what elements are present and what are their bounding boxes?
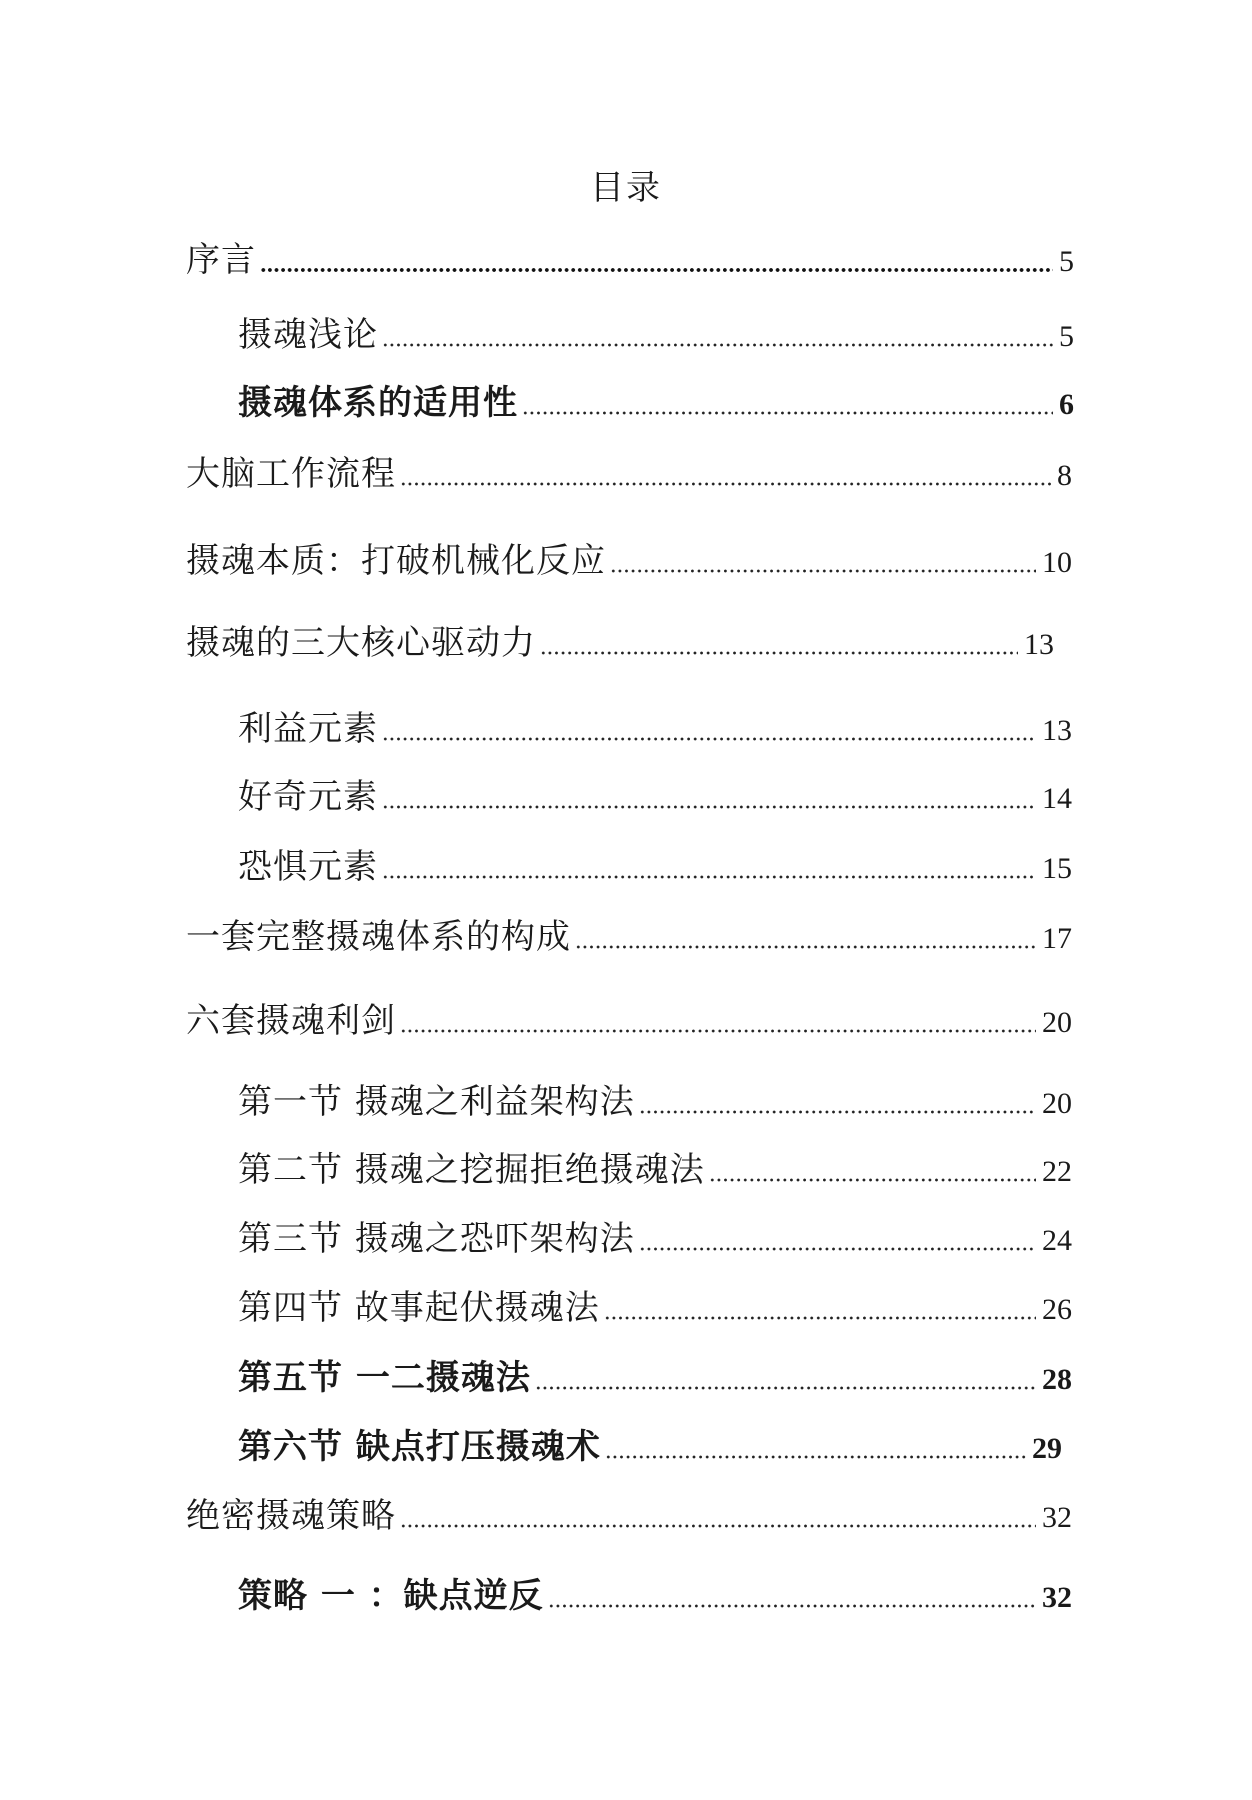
dot-leader [382,342,1053,348]
toc-entry-label: 大脑工作流程 [186,454,396,494]
toc-entry-page: 32 [1042,1581,1072,1614]
toc-entry-label: 策略 一 ：缺点逆反 [238,1576,544,1616]
dot-leader [639,1246,1036,1252]
toc-entry-page: 28 [1042,1363,1072,1396]
dot-leader [610,568,1036,574]
toc-entry-label: 摄魂体系的适用性 [238,383,518,423]
dot-leader [522,410,1053,416]
toc-entry[interactable] [238,1286,1072,1330]
toc-entry[interactable] [186,238,1074,282]
toc-entry-page: 5 [1059,245,1074,278]
toc-entry-page: 6 [1059,388,1074,421]
toc-entry[interactable] [186,452,1072,496]
toc-entry-page: 15 [1042,852,1072,885]
toc-entry[interactable] [238,707,1072,751]
toc-entry[interactable] [238,1217,1072,1261]
toc-entry-page: 10 [1042,546,1072,579]
toc-entry-label: 序言 [186,240,256,280]
toc-entry[interactable] [186,621,1054,665]
dot-leader [260,267,1053,273]
toc-entry[interactable] [186,999,1072,1043]
toc-entry-page: 14 [1042,782,1072,815]
dot-leader [382,736,1036,742]
toc-entry-label: 第四节 故事起伏摄魂法 [238,1288,600,1328]
toc-entry-label: 好奇元素 [238,777,378,817]
toc-entry-label: 绝密摄魂策略 [186,1496,396,1536]
toc-entry-page: 20 [1042,1087,1072,1120]
dot-leader [604,1315,1036,1321]
toc-entry[interactable] [186,915,1072,959]
toc-entry[interactable] [238,1148,1072,1192]
toc-entry-label: 第六节 缺点打压摄魂术 [238,1427,601,1467]
dot-leader [639,1109,1036,1115]
toc-entry[interactable] [238,775,1072,819]
toc-entry[interactable] [238,1356,1072,1400]
dot-leader [535,1385,1036,1391]
dot-leader [382,804,1036,810]
dot-leader [400,1028,1036,1034]
toc-entry-page: 26 [1042,1293,1072,1326]
toc-entry[interactable] [238,381,1074,425]
toc-entry-label: 第三节 摄魂之恐吓架构法 [238,1219,635,1259]
dot-leader [605,1454,1026,1460]
dot-leader [400,481,1051,487]
dot-leader [548,1603,1036,1609]
toc-entry-page: 13 [1042,714,1072,747]
toc-entry-page: 24 [1042,1224,1072,1257]
toc-entry-label: 第二节 摄魂之挖掘拒绝摄魂法 [238,1150,705,1190]
toc-entry-label: 利益元素 [238,709,378,749]
toc-entry-label: 一套完整摄魂体系的构成 [186,917,571,957]
toc-entry[interactable] [238,313,1074,357]
toc-entry-label: 第五节 一二摄魂法 [238,1358,531,1398]
toc-entry-label: 摄魂浅论 [238,315,378,355]
toc-entry-label: 摄魂本质：打破机械化反应 [186,541,606,581]
toc-entry[interactable] [238,1425,1062,1469]
dot-leader [540,650,1018,656]
toc-entry[interactable] [186,539,1072,583]
dot-leader [400,1523,1036,1529]
toc-entry-label: 摄魂的三大核心驱动力 [186,623,536,663]
dot-leader [709,1177,1036,1183]
toc-entry-page: 8 [1057,459,1072,492]
toc-entry-page: 22 [1042,1155,1072,1188]
toc-entry[interactable] [238,845,1072,889]
toc-entry-label: 第一节 摄魂之利益架构法 [238,1082,635,1122]
toc-entry-page: 5 [1059,320,1074,353]
toc-title: 目录 [590,168,662,208]
toc-entry-label: 六套摄魂利剑 [186,1001,396,1041]
toc-entry[interactable] [238,1080,1072,1124]
dot-leader [382,874,1036,880]
toc-entry-label: 恐惧元素 [238,847,378,887]
toc-entry-page: 29 [1032,1432,1062,1465]
toc-entry-page: 20 [1042,1006,1072,1039]
toc-entry-page: 13 [1024,628,1054,661]
toc-entry[interactable] [238,1574,1072,1618]
toc-entry[interactable] [186,1494,1072,1538]
toc-entry-page: 17 [1042,922,1072,955]
toc-entry-page: 32 [1042,1501,1072,1534]
dot-leader [575,944,1036,950]
